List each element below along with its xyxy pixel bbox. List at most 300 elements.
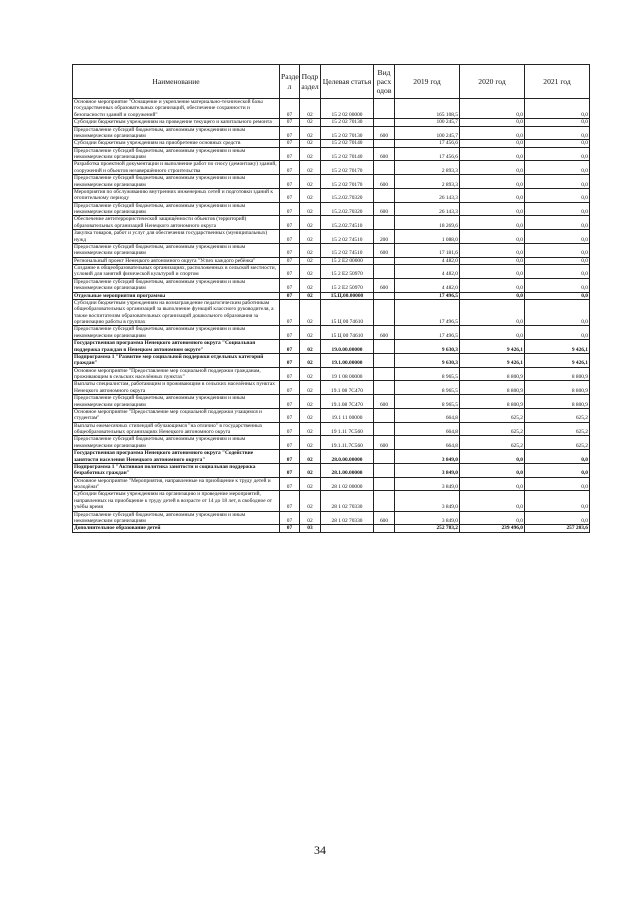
row-target-article: 15.Ц.00.00000 — [321, 292, 374, 299]
row-amount-2019: 664,8 — [395, 436, 460, 450]
row-name: Основное мероприятие "Оснащение и укрепление материально-технической базы государственных образовательных организаций, обеспечение сохранности и безопасности зданий и сооружений" — [73, 99, 280, 119]
table-row — [73, 257, 590, 264]
row-target-article: 19.1.08 7С470 — [321, 395, 374, 409]
row-subsection: 02 — [300, 202, 321, 216]
header-article: Целевая статья — [321, 65, 374, 99]
header-section: Разде л — [280, 65, 300, 99]
row-subsection: 02 — [300, 463, 321, 477]
table-row — [73, 381, 590, 395]
row-target-article: 15 2 02 70140 — [321, 140, 374, 147]
row-amount-2021: 0,0 — [525, 463, 590, 477]
row-target-article: 28.1.00.00000 — [321, 463, 374, 477]
row-amount-2019: 26 143,3 — [395, 188, 460, 202]
table-row — [73, 243, 590, 257]
row-name: Субсидии бюджетным учреждениям на проведение текущего и капитального ремонта — [73, 119, 280, 126]
row-expense-type — [374, 422, 395, 436]
row-amount-2021: 9 426,1 — [525, 340, 590, 354]
row-amount-2021: 0,0 — [525, 265, 590, 279]
row-section: 07 — [280, 99, 300, 119]
row-amount-2020: 625,2 — [460, 422, 525, 436]
row-section: 07 — [280, 436, 300, 450]
row-subsection: 02 — [300, 175, 321, 189]
row-name: Государственная программа Ненецкого автономного округа "Содействие занятости населения Ненецкого автономного округа" — [73, 450, 280, 464]
table-row — [73, 216, 590, 230]
row-name: Региональный проект Ненецкого автономного округа "Успех каждого ребёнка" — [73, 257, 280, 264]
row-target-article — [321, 525, 374, 532]
row-amount-2019: 2 893,3 — [395, 161, 460, 175]
row-amount-2019: 3 849,0 — [395, 463, 460, 477]
row-name: Предоставление субсидий бюджетным, автономным учреждениям и иным некоммерческим организациям — [73, 243, 280, 257]
row-expense-type: 600 — [374, 243, 395, 257]
row-section: 07 — [280, 278, 300, 292]
row-subsection: 02 — [300, 450, 321, 464]
table-row — [73, 292, 590, 299]
row-name: Обеспечение антитеррористической защищённости объектов (территорий) образовательных организаций Ненецкого автономного округа — [73, 216, 280, 230]
row-amount-2019: 3 849,0 — [395, 511, 460, 525]
row-subsection: 02 — [300, 278, 321, 292]
row-amount-2019: 17 456,6 — [395, 147, 460, 161]
row-amount-2019: 9 630,3 — [395, 340, 460, 354]
row-amount-2019: 17 456,6 — [395, 140, 460, 147]
row-name: Мероприятия по обслуживанию внутренних инженерных сетей и подготовки зданий к отопительному периоду — [73, 188, 280, 202]
table-row — [73, 463, 590, 477]
row-target-article: 15.2.02.74510 — [321, 216, 374, 230]
row-amount-2020: 0,0 — [460, 126, 525, 140]
table-row — [73, 188, 590, 202]
row-expense-type — [374, 99, 395, 119]
row-amount-2020: 0,0 — [460, 292, 525, 299]
row-amount-2021: 0,0 — [525, 175, 590, 189]
row-expense-type: 600 — [374, 395, 395, 409]
row-amount-2019: 252 783,2 — [395, 525, 460, 532]
row-subsection: 02 — [300, 126, 321, 140]
row-amount-2020: 0,0 — [460, 119, 525, 126]
row-section: 07 — [280, 216, 300, 230]
row-target-article: 15 2 Е2 50970 — [321, 278, 374, 292]
row-section: 07 — [280, 408, 300, 422]
row-expense-type — [374, 265, 395, 279]
row-expense-type — [374, 292, 395, 299]
row-expense-type: 600 — [374, 147, 395, 161]
row-amount-2020: 0,0 — [460, 491, 525, 511]
row-name: Основное мероприятие "Предоставление мер социальной поддержки гражданам, проживающим в сельских населённых пунктах" — [73, 367, 280, 381]
row-target-article: 19.0.00.00000 — [321, 340, 374, 354]
row-amount-2019: 3 849,0 — [395, 450, 460, 464]
table-row — [73, 353, 590, 367]
row-amount-2021: 9 426,1 — [525, 353, 590, 367]
header-year-2021: 2021 год — [525, 65, 590, 99]
row-subsection: 02 — [300, 511, 321, 525]
row-section: 07 — [280, 202, 300, 216]
row-name: Подпрограмма 1 "Активная политика занятости и социальная поддержка безработных граждан" — [73, 463, 280, 477]
header-name: Наименование — [73, 65, 280, 99]
row-amount-2020: 0,0 — [460, 230, 525, 244]
row-subsection: 02 — [300, 491, 321, 511]
row-section: 07 — [280, 299, 300, 326]
row-target-article: 15.2.02.70320 — [321, 202, 374, 216]
row-subsection: 02 — [300, 119, 321, 126]
table-row — [73, 340, 590, 354]
row-section: 07 — [280, 353, 300, 367]
table-row — [73, 395, 590, 409]
row-amount-2021: 0,0 — [525, 202, 590, 216]
row-amount-2019: 1 088,0 — [395, 230, 460, 244]
row-section: 07 — [280, 265, 300, 279]
row-amount-2020: 0,0 — [460, 175, 525, 189]
row-expense-type — [374, 525, 395, 532]
row-amount-2019: 8 965,5 — [395, 395, 460, 409]
row-target-article: 15 2 02 70130 — [321, 119, 374, 126]
row-amount-2019: 100 245,7 — [395, 119, 460, 126]
row-amount-2021: 0,0 — [525, 511, 590, 525]
table-row — [73, 491, 590, 511]
row-subsection: 02 — [300, 353, 321, 367]
table-row — [73, 299, 590, 326]
row-expense-type: 600 — [374, 278, 395, 292]
table-row — [73, 408, 590, 422]
row-amount-2020: 8 800,9 — [460, 381, 525, 395]
row-name: Основное мероприятие "Мероприятия, направленные на приобщение к труду детей и молодёжи" — [73, 477, 280, 491]
row-subsection: 02 — [300, 140, 321, 147]
row-amount-2019: 165 108,5 — [395, 99, 460, 119]
row-amount-2019: 17 496,5 — [395, 299, 460, 326]
row-subsection: 02 — [300, 326, 321, 340]
row-name: Субсидии бюджетным учреждениям на организацию и проведение мероприятий, направленных на приобщение к труду детей в возрасте от 14 до 18 лет, в свободное от учёбы время — [73, 491, 280, 511]
table-body — [73, 99, 590, 533]
row-amount-2021: 8 800,9 — [525, 381, 590, 395]
row-name: Предоставление субсидий бюджетным, автономным учреждениям и иным некоммерческим организациям — [73, 326, 280, 340]
row-amount-2020: 625,2 — [460, 408, 525, 422]
row-expense-type: 600 — [374, 436, 395, 450]
row-name: Создание в общеобразовательных организациях, расположенных в сельской местности, условий для занятий физической культурой и спортом — [73, 265, 280, 279]
row-amount-2019: 3 849,0 — [395, 491, 460, 511]
row-name: Предоставление субсидий бюджетным, автономным учреждениям и иным некоммерческим организациям — [73, 147, 280, 161]
row-section: 07 — [280, 367, 300, 381]
row-expense-type: 600 — [374, 202, 395, 216]
row-amount-2021: 0,0 — [525, 119, 590, 126]
row-subsection: 02 — [300, 299, 321, 326]
row-amount-2021: 0,0 — [525, 126, 590, 140]
row-name: Субсидии бюджетным учреждениям на приобретение основных средств — [73, 140, 280, 147]
row-target-article: 15 2 02 70170 — [321, 161, 374, 175]
header-subsection: Подр аздел — [300, 65, 321, 99]
row-subsection: 02 — [300, 161, 321, 175]
row-subsection: 02 — [300, 408, 321, 422]
row-amount-2019: 4 482,0 — [395, 265, 460, 279]
row-amount-2020: 8 800,9 — [460, 395, 525, 409]
row-amount-2021: 625,2 — [525, 408, 590, 422]
row-expense-type — [374, 491, 395, 511]
row-section: 07 — [280, 463, 300, 477]
row-amount-2020: 0,0 — [460, 463, 525, 477]
row-amount-2019: 664,8 — [395, 408, 460, 422]
table-row — [73, 202, 590, 216]
row-name: Предоставление субсидий бюджетным, автономным учреждениям и иным некоммерческим организациям — [73, 126, 280, 140]
row-amount-2020: 0,0 — [460, 265, 525, 279]
row-name: Предоставление субсидий бюджетным, автономным учреждениям и иным некоммерческим организациям — [73, 175, 280, 189]
row-target-article: 15 Ц 00 74610 — [321, 326, 374, 340]
row-expense-type — [374, 353, 395, 367]
row-subsection: 02 — [300, 367, 321, 381]
row-subsection: 02 — [300, 99, 321, 119]
row-section: 07 — [280, 395, 300, 409]
row-amount-2019: 9 630,3 — [395, 353, 460, 367]
row-section: 07 — [280, 126, 300, 140]
row-section: 07 — [280, 422, 300, 436]
table-row — [73, 525, 590, 532]
header-year-2019: 2019 год — [395, 65, 460, 99]
row-amount-2020: 9 426,1 — [460, 353, 525, 367]
row-section: 07 — [280, 243, 300, 257]
table-row — [73, 161, 590, 175]
row-section: 07 — [280, 525, 300, 532]
row-expense-type — [374, 257, 395, 264]
row-name: Отдельные мероприятия программы — [73, 292, 280, 299]
row-target-article: 15 2 02 74510 — [321, 243, 374, 257]
table-row — [73, 278, 590, 292]
row-amount-2019: 100 245,7 — [395, 126, 460, 140]
table-row — [73, 477, 590, 491]
row-amount-2020: 239 496,0 — [460, 525, 525, 532]
row-section: 07 — [280, 140, 300, 147]
row-amount-2019: 17 181,6 — [395, 243, 460, 257]
row-name: Закупка товаров, работ и услуг для обеспечения государственных (муниципальных) нужд — [73, 230, 280, 244]
row-expense-type — [374, 216, 395, 230]
row-amount-2021: 0,0 — [525, 99, 590, 119]
row-amount-2021: 257 203,6 — [525, 525, 590, 532]
row-name: Подпрограмма 1 "Развитие мер социальной поддержки отдельных категорий граждан" — [73, 353, 280, 367]
table-row — [73, 450, 590, 464]
row-target-article: 19 1.11 7С560 — [321, 422, 374, 436]
row-section: 07 — [280, 119, 300, 126]
table-row — [73, 99, 590, 119]
row-amount-2019: 3 849,0 — [395, 477, 460, 491]
table-row — [73, 326, 590, 340]
row-expense-type: 600 — [374, 326, 395, 340]
row-amount-2019: 17 496,5 — [395, 292, 460, 299]
row-amount-2019: 664,8 — [395, 422, 460, 436]
row-amount-2020: 9 426,1 — [460, 340, 525, 354]
table-row — [73, 367, 590, 381]
row-expense-type — [374, 367, 395, 381]
row-subsection: 02 — [300, 243, 321, 257]
row-amount-2021: 0,0 — [525, 161, 590, 175]
row-target-article: 15 2 02 70170 — [321, 175, 374, 189]
row-expense-type — [374, 140, 395, 147]
row-expense-type: 600 — [374, 126, 395, 140]
row-amount-2021: 0,0 — [525, 450, 590, 464]
row-expense-type — [374, 161, 395, 175]
table-header-row — [73, 65, 590, 99]
row-amount-2020: 0,0 — [460, 99, 525, 119]
row-amount-2019: 4 482,0 — [395, 257, 460, 264]
row-amount-2021: 0,0 — [525, 230, 590, 244]
row-target-article: 28 1 02 00000 — [321, 477, 374, 491]
row-subsection: 02 — [300, 340, 321, 354]
row-amount-2020: 0,0 — [460, 450, 525, 464]
row-subsection: 02 — [300, 265, 321, 279]
row-expense-type: 200 — [374, 230, 395, 244]
row-amount-2020: 0,0 — [460, 326, 525, 340]
row-amount-2020: 0,0 — [460, 216, 525, 230]
row-target-article: 15 2 Е2 50970 — [321, 265, 374, 279]
row-amount-2020: 0,0 — [460, 511, 525, 525]
row-amount-2021: 625,2 — [525, 422, 590, 436]
row-amount-2020: 0,0 — [460, 257, 525, 264]
row-target-article: 15.2.02.70320 — [321, 188, 374, 202]
row-section: 07 — [280, 175, 300, 189]
row-amount-2019: 26 143,3 — [395, 202, 460, 216]
table-row — [73, 140, 590, 147]
row-name: Предоставление субсидий бюджетным, автономным учреждениям и иным некоммерческим организациям — [73, 202, 280, 216]
row-subsection: 02 — [300, 395, 321, 409]
row-expense-type — [374, 408, 395, 422]
table-row — [73, 175, 590, 189]
row-target-article: 15 2 02 70140 — [321, 147, 374, 161]
row-amount-2020: 0,0 — [460, 140, 525, 147]
row-section: 07 — [280, 491, 300, 511]
row-section: 07 — [280, 477, 300, 491]
row-expense-type — [374, 188, 395, 202]
row-name: Предоставление субсидий бюджетным, автономным учреждениям и иным некоммерческим организациям — [73, 395, 280, 409]
row-amount-2021: 0,0 — [525, 278, 590, 292]
row-section: 07 — [280, 230, 300, 244]
row-amount-2021: 0,0 — [525, 477, 590, 491]
row-target-article: 15 Ц 00 74610 — [321, 299, 374, 326]
row-expense-type — [374, 299, 395, 326]
row-target-article: 19.1.00.00000 — [321, 353, 374, 367]
row-amount-2019: 2 893,3 — [395, 175, 460, 189]
table-row — [73, 265, 590, 279]
row-subsection: 02 — [300, 257, 321, 264]
row-amount-2021: 0,0 — [525, 243, 590, 257]
row-section: 07 — [280, 257, 300, 264]
table-row — [73, 436, 590, 450]
row-expense-type — [374, 450, 395, 464]
row-amount-2021: 0,0 — [525, 257, 590, 264]
row-amount-2021: 0,0 — [525, 491, 590, 511]
row-amount-2020: 0,0 — [460, 477, 525, 491]
row-subsection: 02 — [300, 381, 321, 395]
row-subsection: 02 — [300, 292, 321, 299]
row-expense-type — [374, 340, 395, 354]
row-amount-2019: 17 496,5 — [395, 326, 460, 340]
row-subsection: 02 — [300, 422, 321, 436]
row-amount-2021: 625,2 — [525, 436, 590, 450]
row-name: Предоставление субсидий бюджетным, автономным учреждениям и иным некоммерческим организациям — [73, 436, 280, 450]
row-expense-type — [374, 119, 395, 126]
row-subsection: 02 — [300, 436, 321, 450]
row-amount-2021: 0,0 — [525, 140, 590, 147]
row-subsection: 02 — [300, 477, 321, 491]
row-name: Государственная программа Ненецкого автономного округа "Социальная поддержка граждан в Ненецком автономном округе" — [73, 340, 280, 354]
row-name: Субсидии бюджетным учреждениям на вознаграждение педагогическим работникам общеобразовательных организаций за выполнение функций классного руководителя, а также воспитателям образовательных организаций дошкольного образования за организацию работы в группах — [73, 299, 280, 326]
row-subsection: 03 — [300, 525, 321, 532]
row-amount-2020: 625,2 — [460, 436, 525, 450]
row-target-article: 15 2 Е2 00000 — [321, 257, 374, 264]
row-section: 07 — [280, 450, 300, 464]
row-amount-2021: 0,0 — [525, 216, 590, 230]
row-target-article: 15 2 02 00000 — [321, 99, 374, 119]
row-amount-2021: 0,0 — [525, 147, 590, 161]
row-subsection: 02 — [300, 230, 321, 244]
row-amount-2020: 0,0 — [460, 161, 525, 175]
row-target-article: 19 1 08 00000 — [321, 367, 374, 381]
row-amount-2019: 8 965,5 — [395, 381, 460, 395]
row-amount-2019: 18 269,6 — [395, 216, 460, 230]
row-name: Дополнительное образование детей — [73, 525, 280, 532]
row-name: Основное мероприятие "Предоставление мер социальной поддержки учащимся и студентам" — [73, 408, 280, 422]
table-row — [73, 230, 590, 244]
row-target-article: 28 1 02 70330 — [321, 511, 374, 525]
row-amount-2021: 0,0 — [525, 326, 590, 340]
table-row — [73, 126, 590, 140]
row-amount-2019: 4 482,0 — [395, 278, 460, 292]
row-target-article: 19.1 08 7С470 — [321, 381, 374, 395]
row-section: 07 — [280, 188, 300, 202]
row-amount-2019: 8 965,5 — [395, 367, 460, 381]
row-expense-type: 600 — [374, 511, 395, 525]
row-amount-2020: 0,0 — [460, 278, 525, 292]
row-amount-2020: 0,0 — [460, 299, 525, 326]
row-section: 07 — [280, 292, 300, 299]
row-subsection: 02 — [300, 216, 321, 230]
row-amount-2020: 0,0 — [460, 147, 525, 161]
row-section: 07 — [280, 340, 300, 354]
row-section: 07 — [280, 326, 300, 340]
row-target-article: 28 1 02 70330 — [321, 491, 374, 511]
header-expense-type: Вид расх одов — [374, 65, 395, 99]
row-expense-type — [374, 463, 395, 477]
table-row — [73, 422, 590, 436]
row-target-article: 28.0.00.00000 — [321, 450, 374, 464]
header-year-2020: 2020 год — [460, 65, 525, 99]
table-row — [73, 147, 590, 161]
row-name: Выплаты специалистам, работающим и проживающим в сельских населённых пунктах Ненецкого автономного округа — [73, 381, 280, 395]
row-name: Предоставление субсидий бюджетным, автономным учреждениям и иным некоммерческим организациям — [73, 511, 280, 525]
row-amount-2021: 0,0 — [525, 188, 590, 202]
page-number: 34 — [314, 843, 326, 857]
row-name: Предоставление субсидий бюджетным, автономным учреждениям и иным некоммерческим организациям — [73, 278, 280, 292]
row-target-article: 19.1 11 00000 — [321, 408, 374, 422]
row-subsection: 02 — [300, 147, 321, 161]
row-amount-2020: 0,0 — [460, 202, 525, 216]
row-section: 07 — [280, 147, 300, 161]
row-expense-type: 600 — [374, 175, 395, 189]
row-name: Выплаты ежемесячных стипендий обучающимся "на отлично" в государственных общеобразовательных организациях Ненецкого автономного округа — [73, 422, 280, 436]
row-expense-type — [374, 381, 395, 395]
row-amount-2021: 8 800,9 — [525, 367, 590, 381]
row-section: 07 — [280, 161, 300, 175]
table-row — [73, 119, 590, 126]
row-amount-2020: 0,0 — [460, 243, 525, 257]
row-section: 07 — [280, 511, 300, 525]
row-amount-2021: 0,0 — [525, 292, 590, 299]
row-name: Разработка проектной документации и выполнение работ по сносу (демонтажу) зданий, сооружений и объектов незавершённого строительства — [73, 161, 280, 175]
row-amount-2020: 0,0 — [460, 188, 525, 202]
row-amount-2021: 0,0 — [525, 299, 590, 326]
row-target-article: 19.1.11.7С560 — [321, 436, 374, 450]
table-row — [73, 511, 590, 525]
row-expense-type — [374, 477, 395, 491]
row-section: 07 — [280, 381, 300, 395]
row-target-article: 15 2 02 70130 — [321, 126, 374, 140]
row-target-article: 15 2 02 74510 — [321, 230, 374, 244]
budget-table — [72, 64, 590, 533]
row-subsection: 02 — [300, 188, 321, 202]
row-amount-2021: 8 800,9 — [525, 395, 590, 409]
row-amount-2020: 8 800,9 — [460, 367, 525, 381]
